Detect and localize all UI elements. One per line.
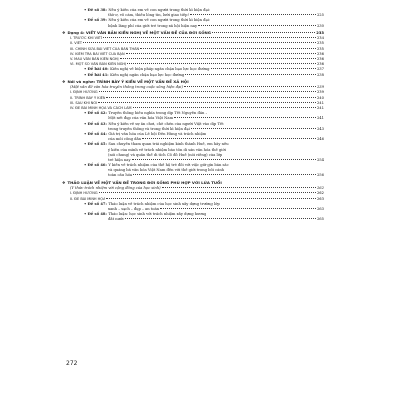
diamond-bullet-icon: ❖ xyxy=(62,79,66,85)
toc-entry-text: II. TRÌNH BÀY Ý KIẾN xyxy=(70,95,106,100)
diamond-bullet-icon: ❖ xyxy=(62,180,66,186)
dot-leader xyxy=(140,48,316,49)
toc-page-number: 230 xyxy=(316,23,324,28)
dot-leader xyxy=(125,218,316,219)
toc-entry-text: Giá trị văn hóa của Lễ hội Đền Hùng và trách nhiệm xyxy=(108,131,207,136)
toc-page-number: 234 xyxy=(316,36,324,41)
dot-leader xyxy=(99,192,316,193)
toc-page-number: 263 xyxy=(316,206,324,211)
toc-entry-text: VI. MỘT SỐ VĂN BẢN KIẾN NGHỊ xyxy=(70,62,127,67)
toc-entry-text: thờ ơ, vô cảm, thiếu lòng tin, lười giao tiếp! xyxy=(108,13,189,18)
toc-entry-text: Thảo luận: học sinh với trách nhiệm xây dựng hương xyxy=(108,212,207,217)
toc-entry-text: Nêu ý kiến của em về con người trong thời kì hiện đại: xyxy=(108,18,211,23)
toc-entry-text: IV. KIỂM TRA BÀI VIẾT CỦA BẠN xyxy=(70,51,125,56)
dot-leader xyxy=(127,63,316,64)
toc-entry-text: Nêu ý kiến về sự ăn chơi, chè chén của người Việt vào dịp Tết xyxy=(108,121,224,126)
toc-page-number: 237 xyxy=(316,67,324,72)
toc-entry-label: • Đề số 39: xyxy=(84,18,107,23)
toc-page-number: 236 xyxy=(316,62,324,67)
toc-page-number: 254 xyxy=(316,157,324,162)
toc-entry-text: trẻ hiện nay xyxy=(108,157,131,162)
toc-entry-label: • Đề số 47: xyxy=(84,201,107,206)
toc-entry-text: I. TRƯỚC KHI VIẾT xyxy=(70,36,103,41)
toc-entry-text: (Ý thức trách nhiệm với cộng đồng của học sinh) xyxy=(70,186,161,191)
toc-entry-label: • Đề số 45: xyxy=(84,142,107,147)
toc-page-number: 263 xyxy=(316,196,324,201)
toc-page-number: 241 xyxy=(316,106,324,110)
toc-entry-label: • Đề bài 41: xyxy=(84,72,109,77)
dot-leader xyxy=(83,42,316,43)
toc-entry-text: II. ĐỀ BÀI MINH HỌA xyxy=(70,196,106,201)
toc-entry-text: V. MẪU VĂN BẢN KIẾN NGHỊ xyxy=(70,57,119,61)
toc-page-number: 240 xyxy=(316,95,324,100)
dot-leader xyxy=(132,159,316,160)
toc-entry-text: ý kiến của mình về trách nhiệm bảo tồn di sản văn hóa thế giới xyxy=(108,147,226,152)
dot-leader xyxy=(133,107,316,108)
toc-entry-text: Ý kiến về trách nhiệm của thế hệ trẻ đối với việc giữ gìn bản sắc xyxy=(108,163,229,168)
toc-entry-label: • Đề số 44: xyxy=(84,131,107,136)
toc-entry-text: I. ĐỊNH HƯỚNG xyxy=(70,90,98,95)
toc-page-number: 239 xyxy=(316,90,324,95)
toc-entry-text: Nêu ý kiến của em về con người trong thời kì hiện đại: xyxy=(108,8,211,12)
dot-leader xyxy=(103,37,316,38)
dot-leader xyxy=(191,128,316,129)
toc-page-number: 225 xyxy=(316,13,324,18)
toc-entry-text: IV. ĐỀ BÀI MINH HỌA VÀ CÁCH LÀM xyxy=(70,106,132,110)
table-of-contents xyxy=(62,8,324,388)
toc-entry-continuation xyxy=(62,173,324,178)
toc-entry-text: THẢO LUẬN VỀ MỘT VẤN ĐỀ TRONG ĐỜI SỐNG PHÙ HỢP VỚI LỨA TUỔI xyxy=(67,180,222,186)
toc-entry-text: trong truyền thống và trong thời kì hiện đại xyxy=(108,126,190,131)
toc-entry-label: • Đề số 38: xyxy=(84,8,107,12)
dot-leader xyxy=(211,68,316,69)
page-number: 272 xyxy=(66,360,78,367)
dot-leader xyxy=(126,53,316,54)
toc-page-number: 243 xyxy=(316,126,324,131)
toc-entry-text: xanh – sạch – đẹp – an toàn xyxy=(108,206,160,211)
toc-entry-continuation xyxy=(62,217,324,222)
toc-page-number: 235 xyxy=(316,46,324,51)
toc-entry-text: Nói và nghe: TRÌNH BÀY Ý KIẾN VỀ MỘT VẤN ĐỀ XÃ HỘI xyxy=(67,79,189,85)
toc-page-number: 238 xyxy=(316,72,324,77)
toc-entry-text: (nói chung) và quần thể di tích Cố đô Huế (nói riêng) của lớp xyxy=(108,152,223,157)
toc-entry-text: của mỗi công dân xyxy=(108,137,142,142)
toc-page-number: 236 xyxy=(316,51,324,56)
toc-page-number: 246 xyxy=(316,137,324,142)
dot-leader xyxy=(185,74,316,75)
toc-entry-text: I. ĐỊNH HƯỚNG xyxy=(70,191,98,196)
toc-page-number: 265 xyxy=(316,217,324,222)
diamond-bullet-icon: ❖ xyxy=(62,30,66,36)
toc-page-number: 233 xyxy=(316,31,324,36)
dot-leader xyxy=(99,91,316,92)
toc-entry-text: III. CHỈNH SỬA BÀI VIẾT CỦA BẢN THÂN xyxy=(70,46,140,51)
toc-entry-text: Kiến nghị ngăn chặn bạo lực học đường xyxy=(110,72,185,77)
toc-page-number: 236 xyxy=(316,57,324,61)
toc-page-number: 241 xyxy=(316,116,324,121)
toc-entry-label: • Đề số 43: xyxy=(84,121,107,126)
toc-exercise-entry xyxy=(62,73,324,78)
toc-entry-text: Kiến nghị về biện pháp ngăn chặn bạo lực học đường xyxy=(110,67,210,72)
toc-entry-label: • Đề bài 40: xyxy=(84,67,109,72)
dot-leader xyxy=(142,138,316,139)
dot-leader xyxy=(174,117,316,118)
toc-entry-text: II. VIẾT xyxy=(70,41,83,46)
toc-entry-text: đất nước xyxy=(108,217,125,222)
dot-leader xyxy=(198,25,316,26)
dot-leader xyxy=(106,97,316,98)
dot-leader xyxy=(98,102,316,103)
toc-entry-label: • Đề số 42: xyxy=(84,111,107,116)
toc-entry-text: (Một vấn đề văn hóa truyền thống trong cuộc sống hiện đại) xyxy=(70,85,183,90)
toc-page-number: 235 xyxy=(316,41,324,46)
toc-entry-label: • Đề số 46: xyxy=(84,163,107,168)
toc-entry-text: bệnh lãng phí của giới trẻ trong xã hội hiện nay xyxy=(108,23,198,28)
toc-entry-text: III. SAU KHI NÓI xyxy=(70,100,98,105)
toc-entry-text: Truyền thống hiếu nghĩa trong dịp Tết Nguyên đán – xyxy=(108,111,208,116)
dot-leader xyxy=(133,174,316,175)
toc-entry-text: và quảng bá văn hóa Việt Nam đến với thế giới trong bối cảnh xyxy=(108,168,225,173)
toc-entry-text: Một nét đẹp của văn hóa Việt Nam xyxy=(108,116,174,121)
dot-leader xyxy=(190,14,316,15)
dot-leader xyxy=(120,58,316,59)
toc-page-number: 256 xyxy=(316,173,324,178)
toc-page-number: 241 xyxy=(316,100,324,105)
dot-leader xyxy=(160,208,316,209)
toc-entry-text: Thảo luận về trách nhiệm của học sinh xây dựng trường lớp xyxy=(108,201,220,206)
toc-entry-continuation xyxy=(62,24,324,29)
toc-page-number: 262 xyxy=(316,191,324,196)
toc-page-number: 239 xyxy=(316,85,324,90)
toc-entry-text: Sau chuyến tham quan trải nghiệm kinh thành Huế, em hãy nêu xyxy=(108,142,229,147)
dot-leader xyxy=(212,32,315,33)
dot-leader xyxy=(162,187,316,188)
toc-entry-label: • Đề số 48: xyxy=(84,212,107,217)
dot-leader xyxy=(184,86,316,87)
dot-leader xyxy=(106,198,315,199)
toc-entry-text: Dạng 4: VIẾT VĂN BẢN KIẾN NGHỊ VỀ MỘT VẤN ĐỀ CỦA ĐỜI SỐNG xyxy=(67,30,211,36)
toc-entry-text: toàn cầu hóa xyxy=(108,173,133,178)
toc-page-number: 262 xyxy=(316,186,324,191)
